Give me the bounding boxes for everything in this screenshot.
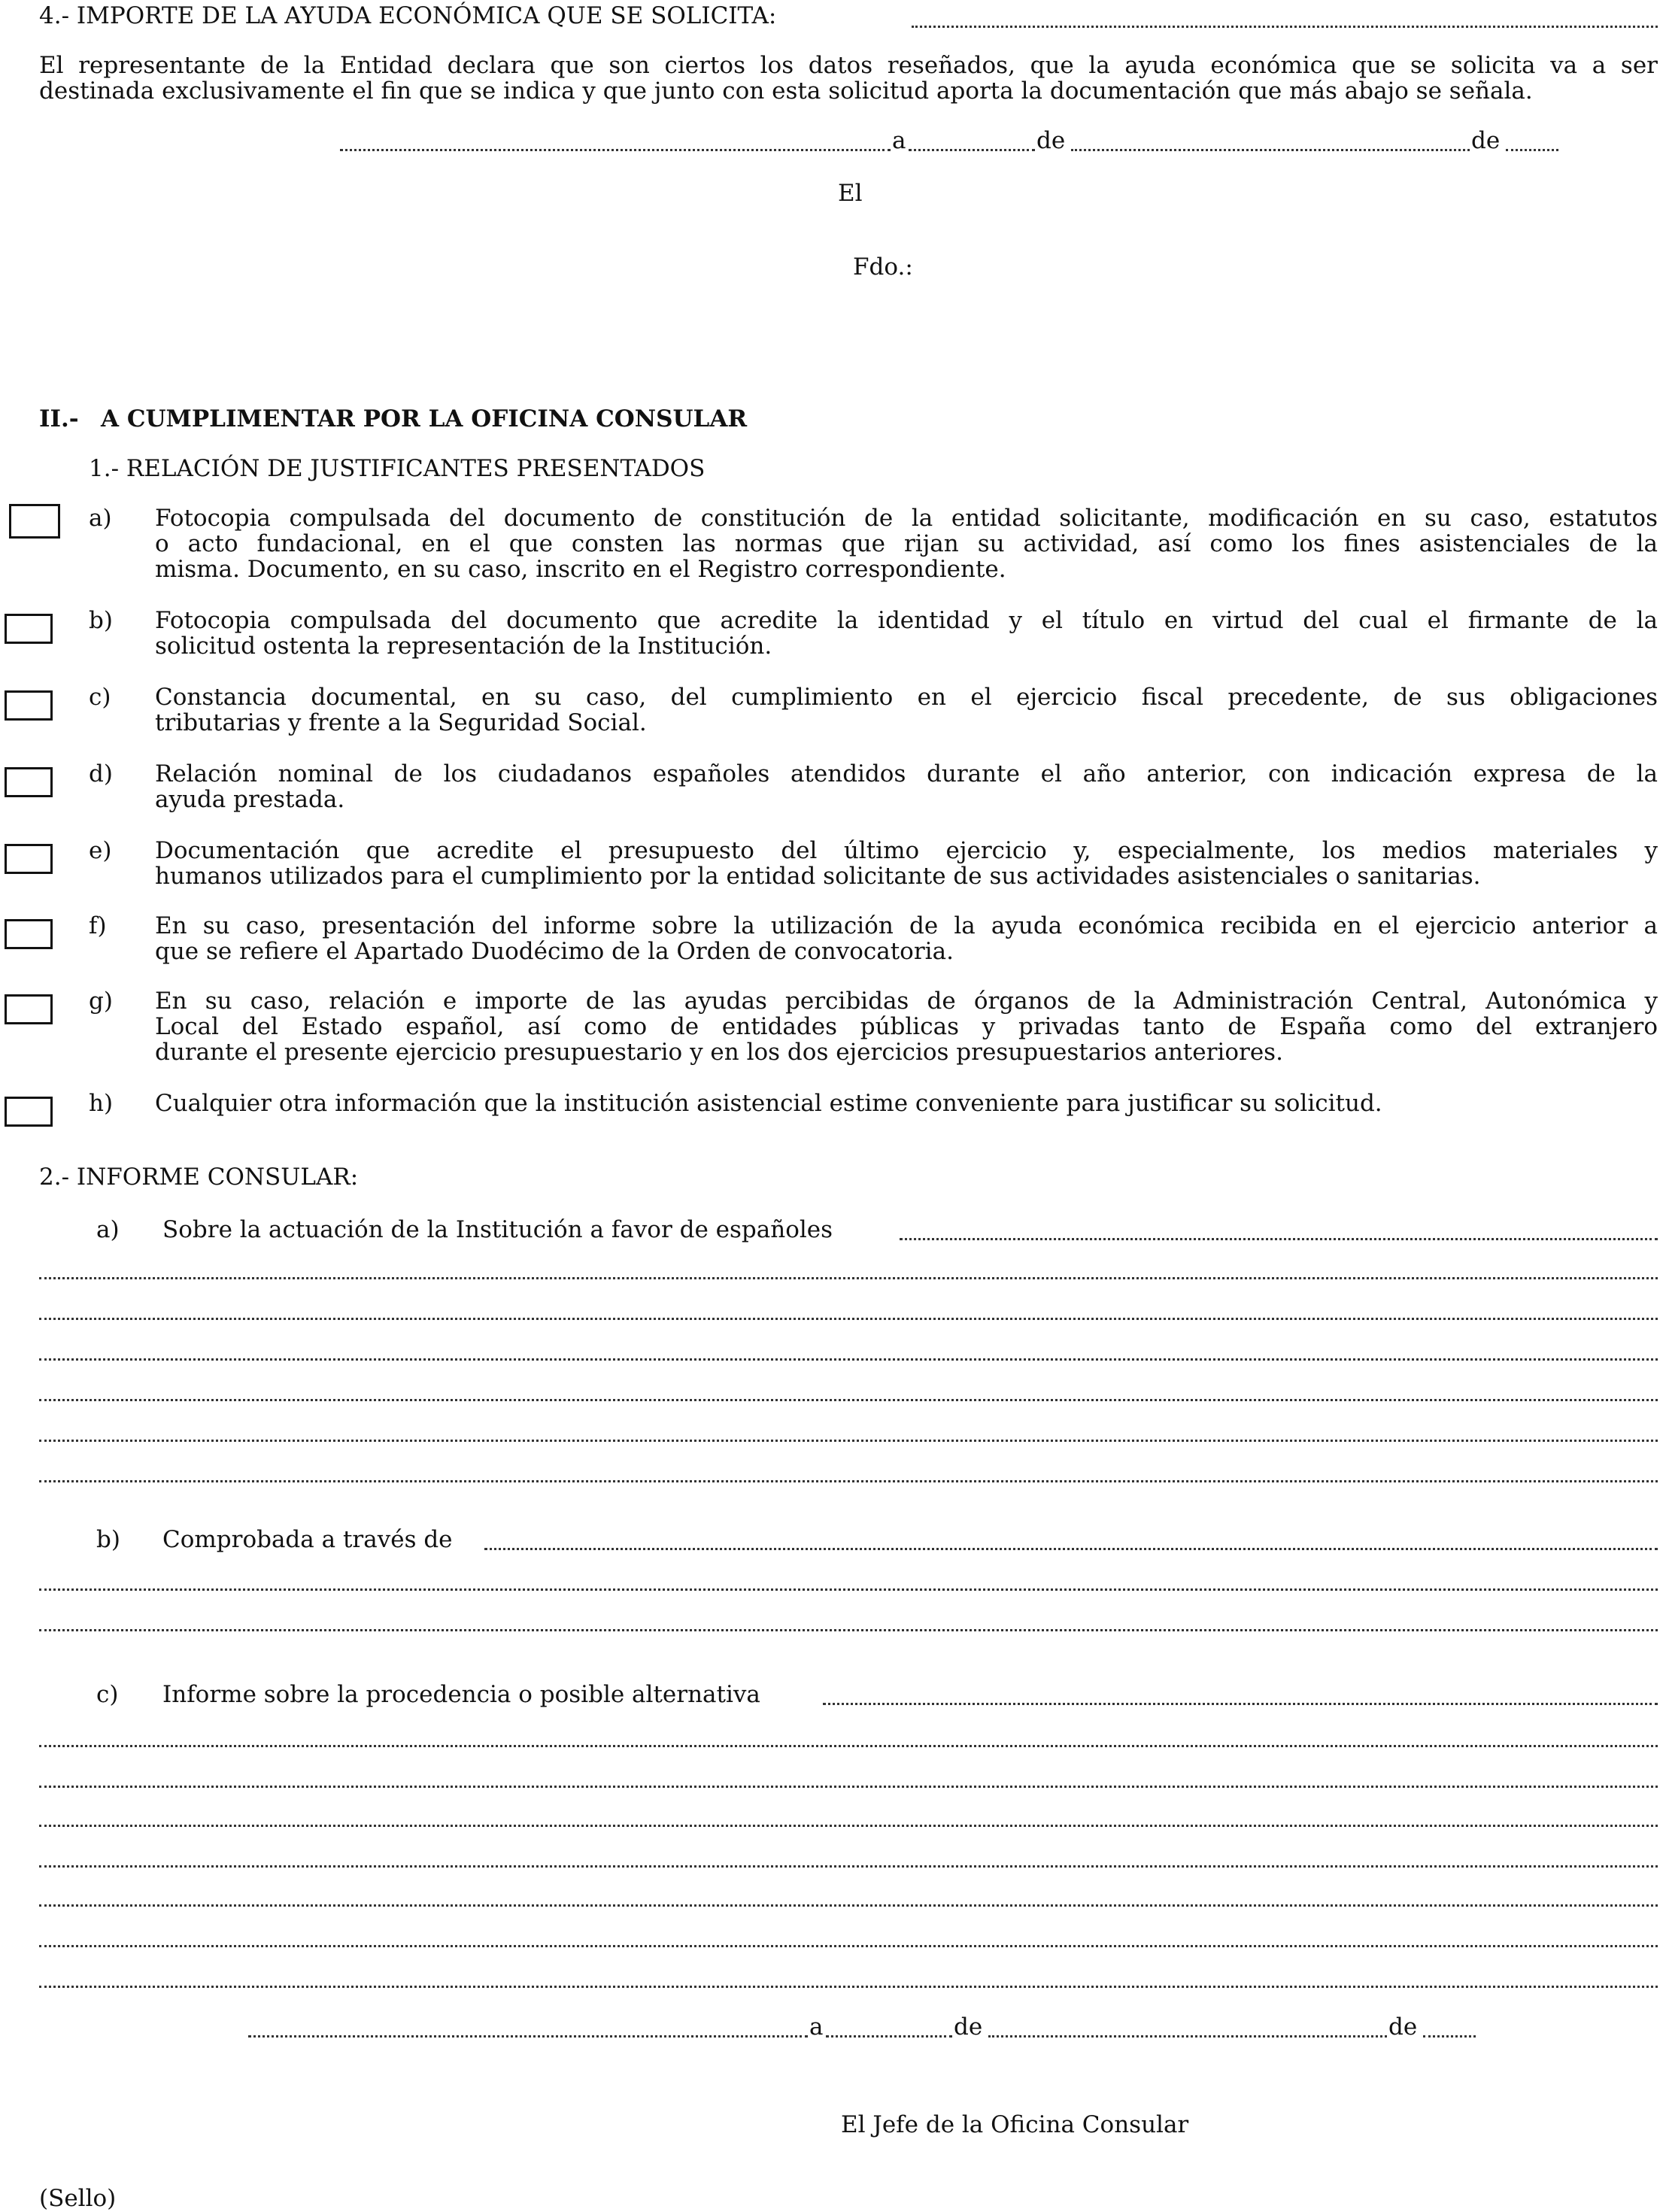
month-field[interactable] [1071, 126, 1470, 151]
informe-c-line[interactable] [39, 1843, 1658, 1868]
item-line: Documentación que acredite el presupuesto del último ejercicio y, especialmente, los medios materiales y [155, 837, 1658, 864]
informe-consular-title: 2.- INFORME CONSULAR: [39, 1164, 359, 1191]
item-line: Local del Estado español, así como de entidades públicas y privadas tanto de España como del extranjero [155, 1013, 1658, 1040]
item-line: ayuda prestada. [155, 786, 345, 813]
item-line: Constancia documental, en su caso, del cumplimiento en el ejercicio fiscal precedente, de sus obligaciones [155, 684, 1658, 711]
signer-label: El [838, 180, 863, 207]
date-de-label-4: de [1388, 2013, 1418, 2041]
item-letter: f) [89, 912, 107, 939]
informe-b-line[interactable] [39, 1566, 1658, 1591]
signature-label: Fdo.: [853, 253, 913, 281]
date-de-label-3: de [954, 2013, 983, 2041]
item-letter: h) [89, 1090, 114, 1117]
item-line: misma. Documento, en su caso, inscrito en el Registro correspondiente. [155, 556, 1006, 583]
informe-a-field[interactable] [900, 1215, 1658, 1240]
informe-c-line[interactable] [39, 1763, 1658, 1788]
item-line: En su caso, relación e importe de las ayudas percibidas de órganos de la Administración Central, Autonómica y [155, 988, 1658, 1015]
item-line: que se refiere el Apartado Duodécimo de la Orden de convocatoria. [155, 938, 954, 965]
date-a-label-2: a [809, 2013, 824, 2041]
date-de-label-1: de [1036, 127, 1066, 154]
item-c-text [155, 684, 1658, 736]
informe-c-line[interactable] [39, 1963, 1658, 1988]
checkbox-item-b[interactable] [5, 614, 53, 644]
informe-b-letter: b) [96, 1526, 120, 1553]
section-ii-heading: A CUMPLIMENTAR POR LA OFICINA CONSULAR [101, 405, 748, 432]
informe-c-line[interactable] [39, 1802, 1658, 1827]
item-line: Relación nominal de los ciudadanos españoles atendidos durante el año anterior, con indicación expresa de la [155, 760, 1658, 787]
informe-c-line[interactable] [39, 1882, 1658, 1907]
item-letter: b) [89, 607, 113, 634]
item-line: humanos utilizados para el cumplimiento por la entidad solicitante de sus actividades asistenciales o sanitarias. [155, 863, 1481, 890]
item-d-text [155, 761, 1658, 812]
item-line: En su caso, presentación del informe sobre la utilización de la ayuda económica recibida en el ejercicio anterior a [155, 912, 1658, 939]
declaration-line-2: destinada exclusivamente el fin que se indica y que junto con esta solicitud aporta la documentación que más abajo se señala. [39, 77, 1533, 105]
informe-c-field[interactable] [823, 1680, 1658, 1705]
item-letter: g) [89, 988, 113, 1015]
section-ii-number: II.- [39, 405, 79, 432]
informe-c-line[interactable] [39, 1722, 1658, 1747]
year-field-2[interactable] [1423, 2013, 1476, 2038]
checkbox-item-c[interactable] [5, 690, 53, 721]
informe-a-line[interactable] [39, 1336, 1658, 1361]
item-e-text [155, 838, 1658, 889]
informe-a-label: Sobre la actuación de la Institución a favor de españoles [162, 1216, 833, 1243]
justificantes-heading: 1.- RELACIÓN DE JUSTIFICANTES PRESENTADOS [89, 455, 706, 482]
item-f-text [155, 913, 1658, 964]
informe-a-line[interactable] [39, 1458, 1658, 1482]
informe-a-line[interactable] [39, 1255, 1658, 1279]
checkbox-item-d[interactable] [5, 767, 53, 797]
item-letter: e) [89, 837, 112, 864]
stamp-label: (Sello) [39, 2185, 117, 2212]
informe-c-letter: c) [96, 1681, 119, 1708]
item-line: Fotocopia compulsada del documento de constitución de la entidad solicitante, modificación en su caso, estatutos [155, 505, 1658, 532]
informe-a-line[interactable] [39, 1417, 1658, 1442]
informe-a-line[interactable] [39, 1295, 1658, 1320]
day-field-2[interactable] [826, 2013, 952, 2038]
informe-a-line[interactable] [39, 1376, 1658, 1401]
item-letter: d) [89, 760, 113, 787]
item-line: solicitud ostenta la representación de la Institución. [155, 633, 772, 660]
informe-b-line[interactable] [39, 1607, 1658, 1631]
item-a-text [155, 505, 1658, 582]
amount-field[interactable] [912, 3, 1658, 28]
item-b-text [155, 608, 1658, 659]
informe-c-label: Informe sobre la procedencia o posible alternativa [162, 1681, 760, 1708]
item-line: Cualquier otra información que la institución asistencial estime conveniente para justificar su solicitud. [155, 1090, 1382, 1117]
date-a-label: a [892, 127, 906, 154]
section-4-title: 4.- IMPORTE DE LA AYUDA ECONÓMICA QUE SE SOLICITA: [39, 2, 777, 29]
item-line: o acto fundacional, en el que consten las normas que rijan su actividad, así como los fines asistenciales de la [155, 530, 1658, 557]
item-letter: a) [89, 505, 112, 532]
checkbox-item-a[interactable] [9, 504, 60, 539]
informe-a-letter: a) [96, 1216, 120, 1243]
declaration-line-1: El representante de la Entidad declara que son ciertos los datos reseñados, que la ayuda económica que se solicita va a ser [39, 52, 1658, 79]
item-line: durante el presente ejercicio presupuestario y en los dos ejercicios presupuestarios anteriores. [155, 1039, 1283, 1066]
date-de-label-2: de [1471, 127, 1501, 154]
informe-b-label: Comprobada a través de [162, 1526, 453, 1553]
item-g-text [155, 988, 1658, 1065]
month-field-2[interactable] [988, 2013, 1387, 2038]
place-field-2[interactable] [248, 2013, 808, 2038]
year-field[interactable] [1506, 126, 1558, 151]
item-letter: c) [89, 684, 111, 711]
item-line: Fotocopia compulsada del documento que acredite la identidad y el título en virtud del cual el firmante de la [155, 607, 1658, 634]
checkbox-item-f[interactable] [5, 919, 53, 949]
informe-b-field[interactable] [484, 1525, 1658, 1550]
checkbox-item-h[interactable] [5, 1097, 53, 1127]
consul-signer-label: El Jefe de la Oficina Consular [841, 2111, 1189, 2138]
place-field[interactable] [340, 126, 891, 151]
checkbox-item-e[interactable] [5, 844, 53, 874]
day-field[interactable] [909, 126, 1035, 151]
checkbox-item-g[interactable] [5, 994, 53, 1024]
informe-c-line[interactable] [39, 1922, 1658, 1947]
item-line: tributarias y frente a la Seguridad Social. [155, 709, 647, 736]
item-h-text [155, 1091, 1658, 1116]
